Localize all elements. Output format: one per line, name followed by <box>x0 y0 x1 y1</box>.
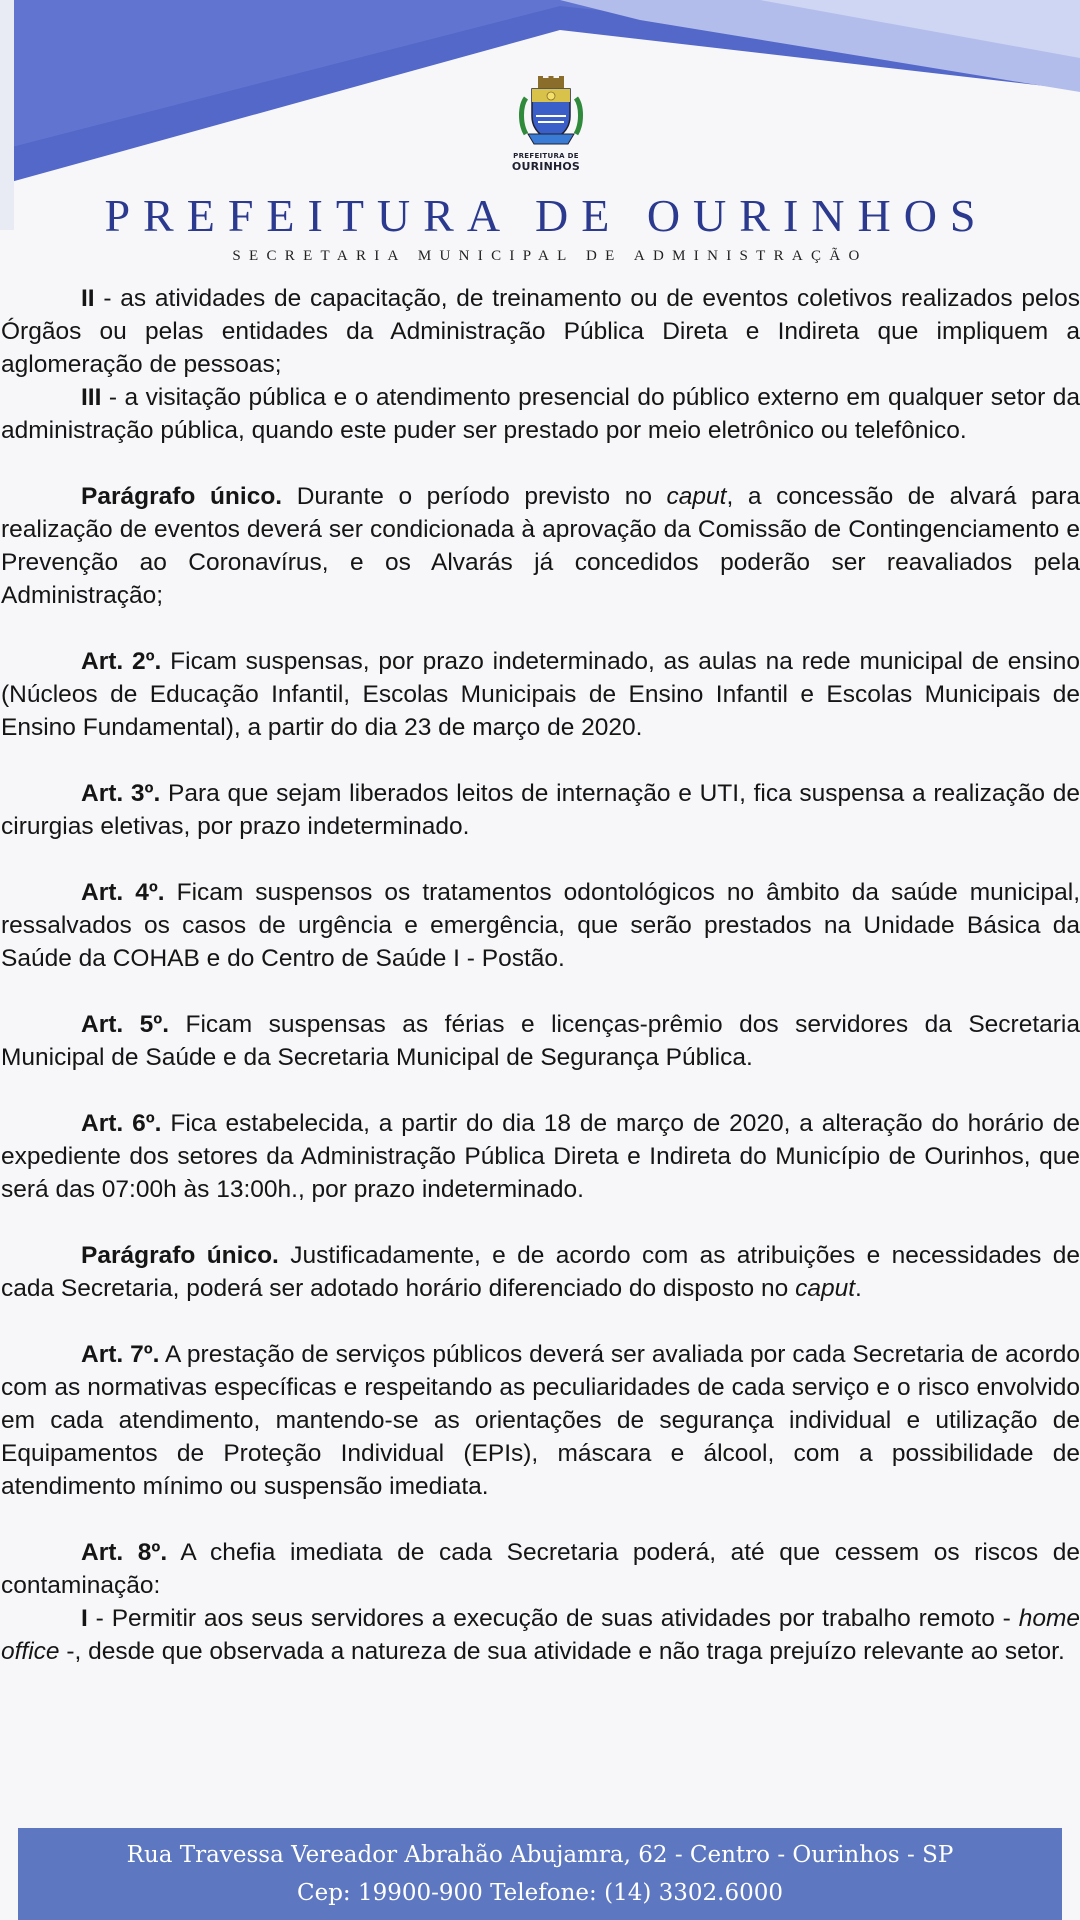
footer-address: Rua Travessa Vereador Abrahão Abujamra, 62 - Centro - Ourinhos - SP <box>126 1842 954 1868</box>
paragraph-unico-1: Parágrafo único. Durante o período previsto no caput, a concessão de alvará para realização de eventos deverá ser condicionada à aprovação da Comissão de Contingenciamento e Prevenção ao Coronavírus, e os Alvarás já concedidos poderão ser reavaliados pela Administração; <box>1 483 1080 609</box>
department-name: SECRETARIA MUNICIPAL DE ADMINISTRAÇÃO <box>232 248 868 264</box>
crest-caption-small: PREFEITURA DE <box>513 152 579 160</box>
footer-contact: Cep: 19900-900 Telefone: (14) 3302.6000 <box>296 1880 784 1906</box>
document-body <box>0 282 1080 1702</box>
org-name: PREFEITURA DE OURINHOS <box>104 190 989 241</box>
article-6: Art. 6º. Fica estabelecida, a partir do dia 18 de março de 2020, a alteração do horário de expediente dos setores da Administração Pública Direta e Indireta do Município de Ourinhos, que será das 07:00h às 13:00h., por prazo indeterminado. <box>1 1110 1080 1203</box>
paragraph-inciso-i: I - Permitir aos seus servidores a execução de suas atividades por trabalho remoto - home office -, desde que observada a natureza de sua atividade e não traga prejuízo relevante ao setor. <box>1 1605 1080 1665</box>
paragraph-unico-2: Parágrafo único. Justificadamente, e de acordo com as atribuições e necessidades de cada Secretaria, poderá ser adotado horário diferenciado do disposto no caput. <box>1 1242 1080 1302</box>
paragraph-inciso-iii: III - a visitação pública e o atendimento presencial do público externo em qualquer setor da administração pública, quando este puder ser prestado por meio eletrônico ou telefônico. <box>1 384 1080 444</box>
crest-caption-large: OURINHOS <box>511 160 581 173</box>
article-4: Art. 4º. Ficam suspensos os tratamentos odontológicos no âmbito da saúde municipal, ressalvados os casos de urgência e emergência, que serão prestados na Unidade Básica da Saúde da COHAB e do Centro de Saúde I - Postão. <box>1 879 1080 972</box>
footer-address-bar <box>18 1828 1062 1920</box>
article-5: Art. 5º. Ficam suspensas as férias e licenças-prêmio dos servidores da Secretaria Municipal de Saúde e da Secretaria Municipal de Segurança Pública. <box>1 1011 1080 1071</box>
article-2: Art. 2º. Ficam suspensas, por prazo indeterminado, as aulas na rede municipal de ensino (Núcleos de Educação Infantil, Escolas Municipais de Ensino Infantil e Escolas Municipais de Ensino Fundamental), a partir do dia 23 de março de 2020. <box>1 648 1080 741</box>
article-8: Art. 8º. A chefia imediata de cada Secretaria poderá, até que cessem os riscos de contaminação: <box>1 1539 1080 1599</box>
article-7: Art. 7º. A prestação de serviços públicos deverá ser avaliada por cada Secretaria de acordo com as normativas específicas e respeitando as peculiaridades de cada serviço e o risco envolvido em cada atendimento, mantendo-se as orientações de segurança individual e utilização de Equipamentos de Proteção Individual (EPIs), máscara e álcool, com a possibilidade de atendimento mínimo ou suspensão imediata. <box>1 1341 1080 1500</box>
article-3: Art. 3º. Para que sejam liberados leitos de internação e UTI, fica suspensa a realização de cirurgias eletivas, por prazo indeterminado. <box>1 780 1080 840</box>
paragraph-inciso-ii: II - as atividades de capacitação, de treinamento ou de eventos coletivos realizados pelos Órgãos ou pelas entidades da Administração Pública Direta e Indireta que impliquem a aglomeração de pessoas; <box>1 285 1080 378</box>
